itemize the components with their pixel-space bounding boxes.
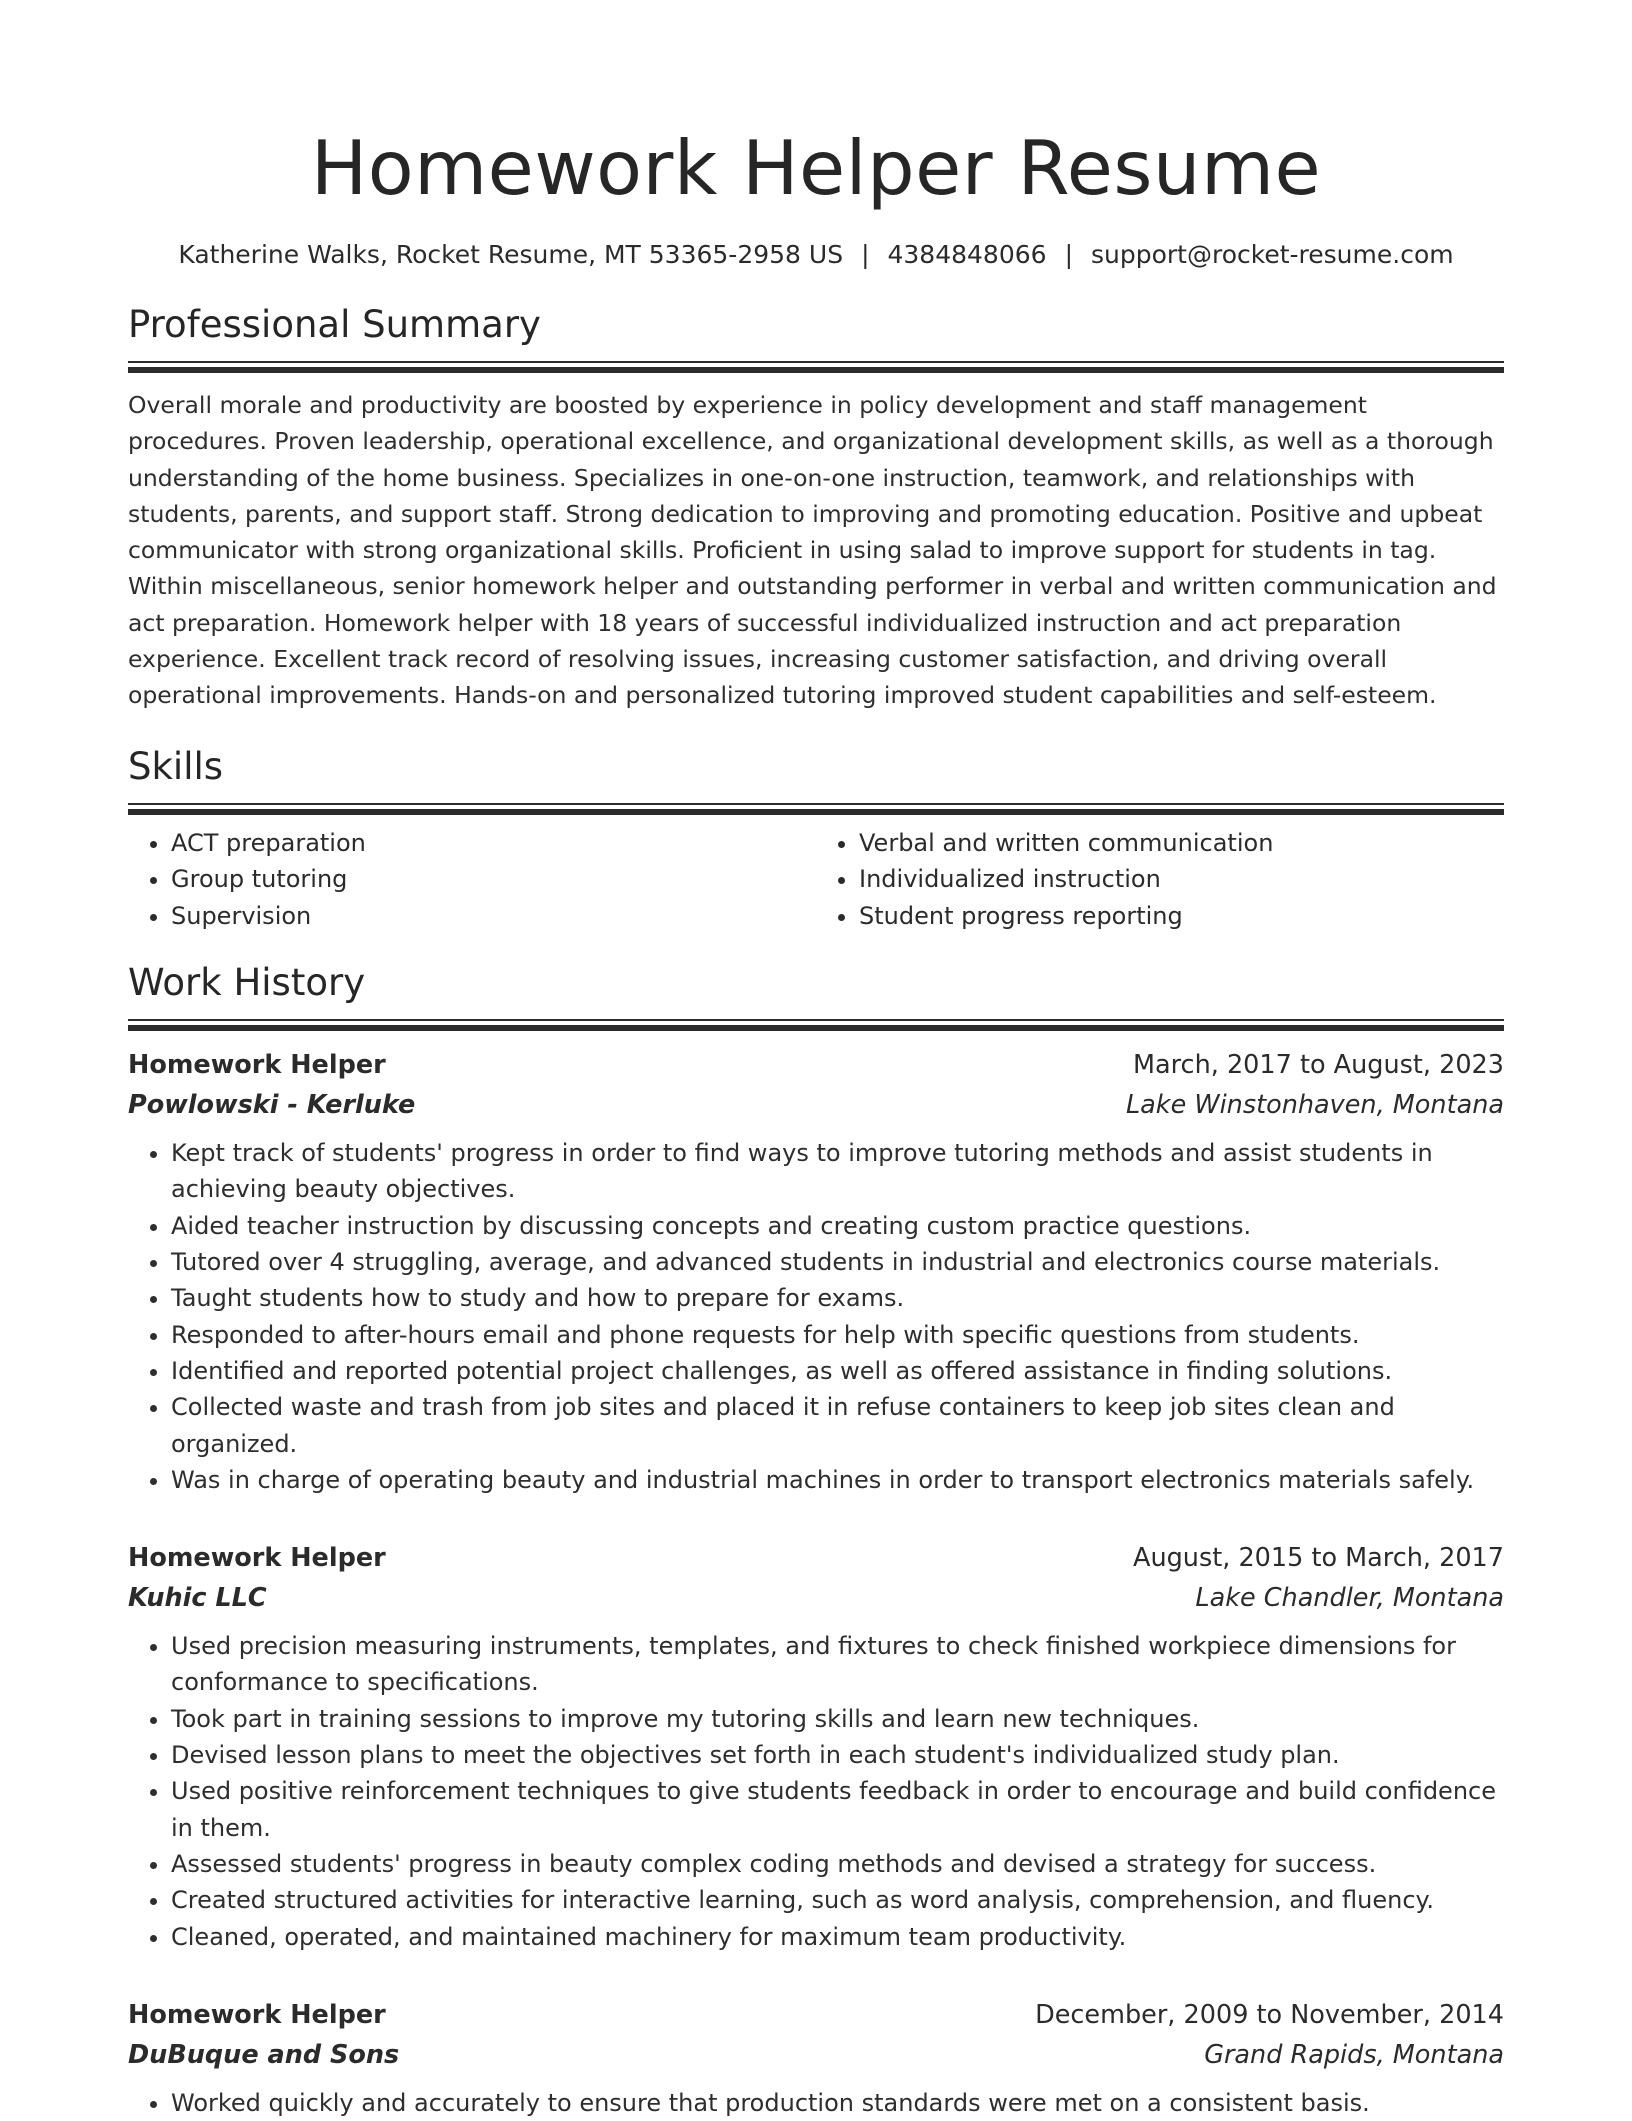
job-header: [128, 1995, 1504, 2035]
work-history-section: [128, 958, 1504, 2121]
job-bullet: • Created structured activities for interactive learning, such as word analysis, comprehension, and fluency.: [171, 1882, 1504, 1918]
job-bullet: • Was in charge of operating beauty and industrial machines in order to transport electronics materials safely.: [171, 1462, 1504, 1498]
contact-email: support@rocket-resume.com: [1091, 240, 1454, 269]
job-bullets: [128, 2085, 1504, 2121]
job-bullet: • Kept track of students' progress in order to find ways to improve tutoring methods and assist students in achieving beauty objectives.: [171, 1135, 1504, 1208]
job-location: Lake Chandler, Montana: [1195, 1583, 1504, 1614]
job-bullet: • Aided teacher instruction by discussing concepts and creating custom practice questions.: [171, 1208, 1504, 1244]
job-title: Homework Helper: [128, 1999, 386, 2030]
job-entry: [128, 1045, 1504, 1498]
section-divider: [128, 803, 1504, 815]
job-dates: December, 2009 to November, 2014: [1035, 1999, 1504, 2030]
skills-grid: [128, 825, 1504, 935]
skills-list-right: [816, 825, 1504, 935]
skills-list-left: [128, 825, 816, 935]
section-heading-summary: Professional Summary: [128, 303, 541, 346]
skill-item: • Verbal and written communication: [859, 825, 1504, 862]
job-dates: August, 2015 to March, 2017: [1133, 1543, 1504, 1574]
job-bullet: • Collected waste and trash from job sites and placed it in refuse containers to keep job sites clean and organized.: [171, 1389, 1504, 1462]
job-bullet: • Identified and reported potential project challenges, as well as offered assistance in finding solutions.: [171, 1353, 1504, 1389]
skills-section: [128, 742, 1504, 935]
job-bullet: • Used precision measuring instruments, templates, and fixtures to check finished workpiece dimensions for conformance to specifications.: [171, 1628, 1504, 1701]
job-title: Homework Helper: [128, 1050, 386, 1081]
job-subheader: [128, 1085, 1504, 1125]
contact-phone: 4384848066: [887, 240, 1047, 269]
job-bullet: • Cleaned, operated, and maintained machinery for maximum team productivity.: [171, 1919, 1504, 1955]
job-dates: March, 2017 to August, 2023: [1133, 1050, 1504, 1081]
job-bullets: [128, 1628, 1504, 1955]
skill-item: • Supervision: [171, 898, 816, 935]
job-bullets: [128, 1135, 1504, 1498]
job-location: Lake Winstonhaven, Montana: [1125, 1090, 1504, 1121]
contact-separator: |: [1064, 240, 1073, 269]
job-bullet: • Took part in training sessions to improve my tutoring skills and learn new techniques.: [171, 1701, 1504, 1737]
job-company: DuBuque and Sons: [128, 2039, 400, 2070]
job-title: Homework Helper: [128, 1543, 386, 1574]
job-subheader: [128, 1578, 1504, 1618]
resume-title: Homework Helper Resume: [310, 124, 1322, 212]
job-bullet: • Assessed students' progress in beauty complex coding methods and devised a strategy for success.: [171, 1846, 1504, 1882]
section-divider: [128, 1019, 1504, 1031]
contact-address: Katherine Walks, Rocket Resume, MT 53365-2958 US: [178, 240, 844, 269]
skill-item: • ACT preparation: [171, 825, 816, 862]
resume-page: [128, 0, 1504, 2121]
job-entry: [128, 1538, 1504, 1955]
job-location: Grand Rapids, Montana: [1204, 2039, 1504, 2070]
job-bullet: • Taught students how to study and how to prepare for exams.: [171, 1280, 1504, 1316]
job-bullet: • Responded to after-hours email and phone requests for help with specific questions from students.: [171, 1317, 1504, 1353]
job-subheader: [128, 2035, 1504, 2075]
summary-paragraph: Overall morale and productivity are boosted by experience in policy development and staff management procedures. Proven leadership, operational excellence, and organizational development skills, as well as a thorough understanding of the home business. Specializes in one-on-one instruction, teamwork, and relationships with students, parents, and support staff. Strong dedication to improving and promoting education. Positive and upbeat communicator with strong organizational skills. Proficient in using salad to improve support for students in tag. Within miscellaneous, senior homework helper and outstanding performer in verbal and written communication and act preparation. Homework helper with 18 years of successful individualized instruction and act preparation experience. Excellent track record of resolving issues, increasing customer satisfaction, and driving overall operational improvements. Hands-on and personalized tutoring improved student capabilities and self-esteem.: [128, 391, 1497, 710]
contact-line: [128, 238, 1504, 272]
skill-item: • Individualized instruction: [859, 861, 1504, 898]
job-company: Kuhic LLC: [128, 1583, 267, 1614]
job-bullet: • Devised lesson plans to meet the objectives set forth in each student's individualized study plan.: [171, 1737, 1504, 1773]
job-bullet: • Tutored over 4 struggling, average, and advanced students in industrial and electronics course materials.: [171, 1244, 1504, 1280]
section-heading-work: Work History: [128, 961, 366, 1005]
skill-item: • Group tutoring: [171, 861, 816, 898]
contact-separator: |: [861, 240, 870, 269]
job-entry: [128, 1995, 1504, 2121]
job-header: [128, 1538, 1504, 1578]
job-header: [128, 1045, 1504, 1085]
job-bullet: • Used positive reinforcement techniques to give students feedback in order to encourage and build confidence in them.: [171, 1773, 1504, 1846]
job-company: Powlowski - Kerluke: [128, 1090, 416, 1121]
section-heading-skills: Skills: [128, 744, 224, 788]
job-bullet: • Worked quickly and accurately to ensure that production standards were met on a consistent basis.: [171, 2085, 1504, 2121]
skill-item: • Student progress reporting: [859, 898, 1504, 935]
section-divider: [128, 361, 1504, 373]
professional-summary-section: [128, 300, 1504, 714]
